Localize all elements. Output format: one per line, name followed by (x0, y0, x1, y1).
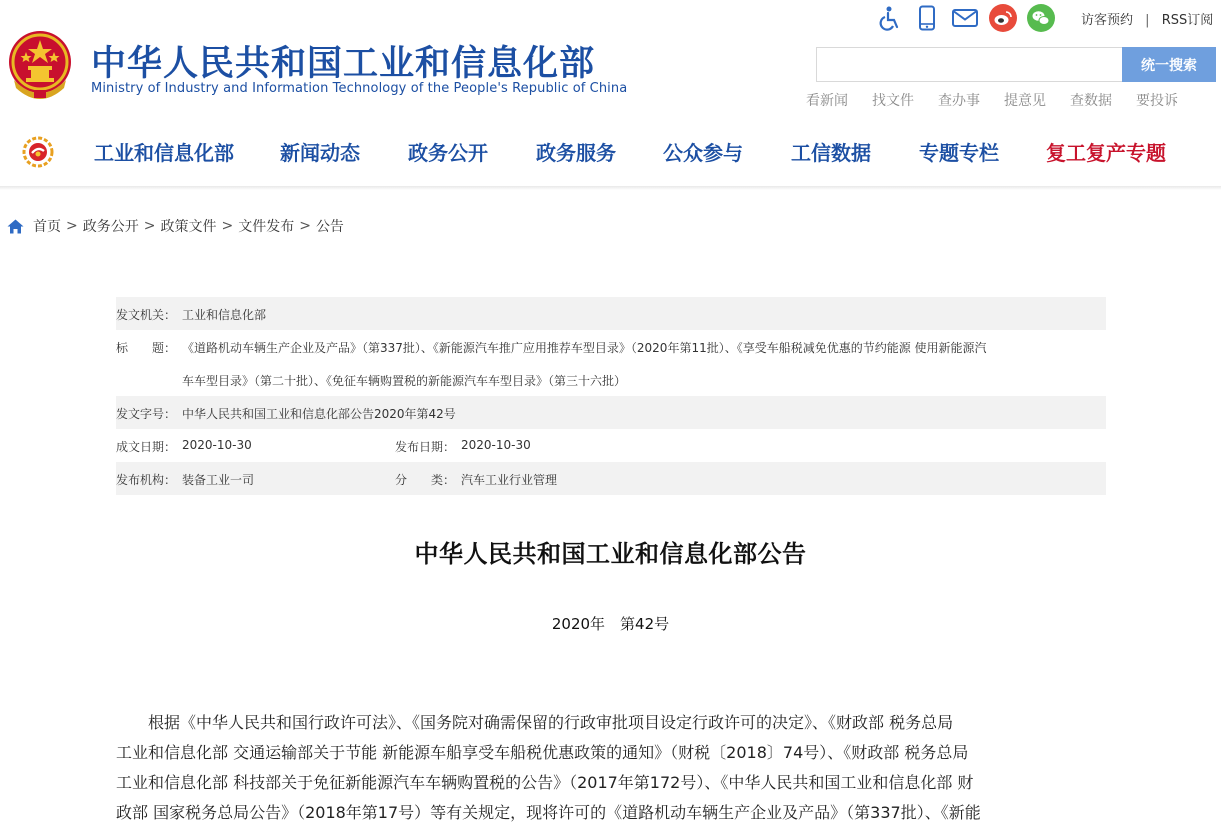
document-body (116, 708, 1106, 828)
visit-appointment-link[interactable]: 访客预约 (1081, 13, 1134, 28)
category-value: 汽车工业行业管理 (461, 473, 558, 487)
published-date-value: 2020-10-30 (461, 438, 531, 452)
top-icon-bar (875, 3, 1065, 33)
info-row-dates (116, 429, 1106, 462)
breadcrumb-policy-documents[interactable]: 政策文件 (160, 219, 217, 235)
body-line: 工业和信息化部 交通运输部关于节能 新能源车船享受车船税优惠政策的通知》（财税〔2018〕74号）、《财政部 税务总局 (116, 743, 969, 762)
issuer-value: 工业和信息化部 (182, 308, 267, 322)
nav-item-data[interactable]: 工信数据 (791, 141, 871, 165)
rss-link[interactable]: RSS订阅 (1161, 13, 1214, 28)
nav-item-ministry[interactable]: 工业和信息化部 (94, 141, 234, 165)
quick-link-feedback[interactable]: 提意见 (1004, 93, 1046, 109)
info-row-title (116, 330, 1106, 396)
document-info-table (116, 297, 1106, 495)
top-links-separator: | (1145, 13, 1150, 28)
body-line: 政部 国家税务总局公告》（2018年第17号）等有关规定，现将许可的《道路机动车辆生产企业及产品》（第337批）、《新能 (116, 803, 981, 822)
breadcrumb-home[interactable]: 首页 (33, 219, 61, 235)
title-value-line-1: 《道路机动车辆生产企业及产品》（第337批）、《新能源汽车推广应用推荐车型目录》（2020年第11批）、《享受车船税减免优惠的节约能源 使用新能源汽 (182, 341, 987, 355)
info-row-issuer (116, 297, 1106, 330)
title-label: 标 题： (116, 341, 177, 355)
search-input[interactable] (816, 47, 1122, 82)
breadcrumb-separator: > (221, 218, 234, 234)
breadcrumb-announcement[interactable]: 公告 (315, 219, 344, 235)
breadcrumb-separator: > (66, 218, 78, 234)
mobile-icon[interactable] (913, 4, 941, 32)
nav-item-services[interactable]: 政务服务 (536, 141, 616, 165)
breadcrumb-government-affairs[interactable]: 政务公开 (82, 219, 139, 235)
quick-link-files[interactable]: 找文件 (872, 93, 914, 109)
published-date-label: 发布日期： (395, 440, 456, 454)
document-number: 2020年 第42号 (551, 615, 670, 633)
main-nav (0, 128, 1221, 174)
mail-icon[interactable] (951, 4, 979, 32)
quick-link-complaint[interactable]: 要投诉 (1136, 93, 1178, 109)
category-label: 分 类： (395, 473, 456, 487)
document-title: 中华人民共和国工业和信息化部公告 (414, 540, 807, 568)
site-title[interactable]: 中华人民共和国工业和信息化部 (91, 44, 596, 84)
nav-item-government-affairs[interactable]: 政务公开 (408, 141, 488, 165)
site-header (0, 0, 1221, 188)
quick-link-services[interactable]: 查办事 (938, 93, 980, 109)
quick-links (806, 90, 1178, 110)
breadcrumb-document-release[interactable]: 文件发布 (238, 219, 295, 235)
document-number-label: 发文字号： (116, 407, 177, 421)
info-row-agency (116, 462, 1106, 495)
nav-item-public-participation[interactable]: 公众参与 (663, 141, 743, 165)
miit-logo-icon[interactable] (22, 136, 54, 168)
quick-link-news[interactable]: 看新闻 (806, 93, 848, 109)
nav-item-resumption-topic[interactable]: 复工复产专题 (1046, 141, 1166, 165)
site-subtitle: Ministry of Industry and Information Technology of the People's Republic of China (91, 81, 628, 96)
home-icon (7, 219, 24, 234)
quick-link-data[interactable]: 查数据 (1070, 93, 1112, 109)
title-value-line-2: 车车型目录》（第二十批）、《免征车辆购置税的新能源汽车车型目录》（第三十六批） (182, 374, 627, 388)
unified-search-button[interactable]: 统一搜索 (1122, 47, 1216, 82)
body-line: 根据《中华人民共和国行政许可法》、《国务院对确需保留的行政审批项目设定行政许可的决定》、《财政部 税务总局 (116, 713, 954, 732)
wechat-icon[interactable] (1027, 4, 1055, 32)
accessibility-icon[interactable] (875, 4, 903, 32)
nav-item-topics[interactable]: 专题专栏 (919, 141, 999, 165)
nav-item-news[interactable]: 新闻动态 (280, 141, 360, 165)
header-divider (0, 186, 1221, 190)
agency-label: 发布机构： (116, 473, 177, 487)
agency-value: 装备工业一司 (182, 473, 255, 487)
created-date-value: 2020-10-30 (182, 438, 252, 452)
issuer-label: 发文机关： (116, 308, 177, 322)
created-date-label: 成文日期： (116, 440, 177, 454)
breadcrumb-separator: > (143, 218, 156, 234)
national-emblem-icon[interactable] (6, 28, 74, 102)
top-links (1081, 9, 1213, 28)
breadcrumb-separator: > (299, 218, 311, 234)
body-line: 工业和信息化部 科技部关于免征新能源汽车车辆购置税的公告》（2017年第172号）、《中华人民共和国工业和信息化部 财 (116, 773, 974, 792)
breadcrumb (7, 216, 344, 236)
info-row-document-number (116, 396, 1106, 429)
weibo-icon[interactable] (989, 4, 1017, 32)
document-number-value: 中华人民共和国工业和信息化部公告2020年第42号 (182, 407, 456, 421)
